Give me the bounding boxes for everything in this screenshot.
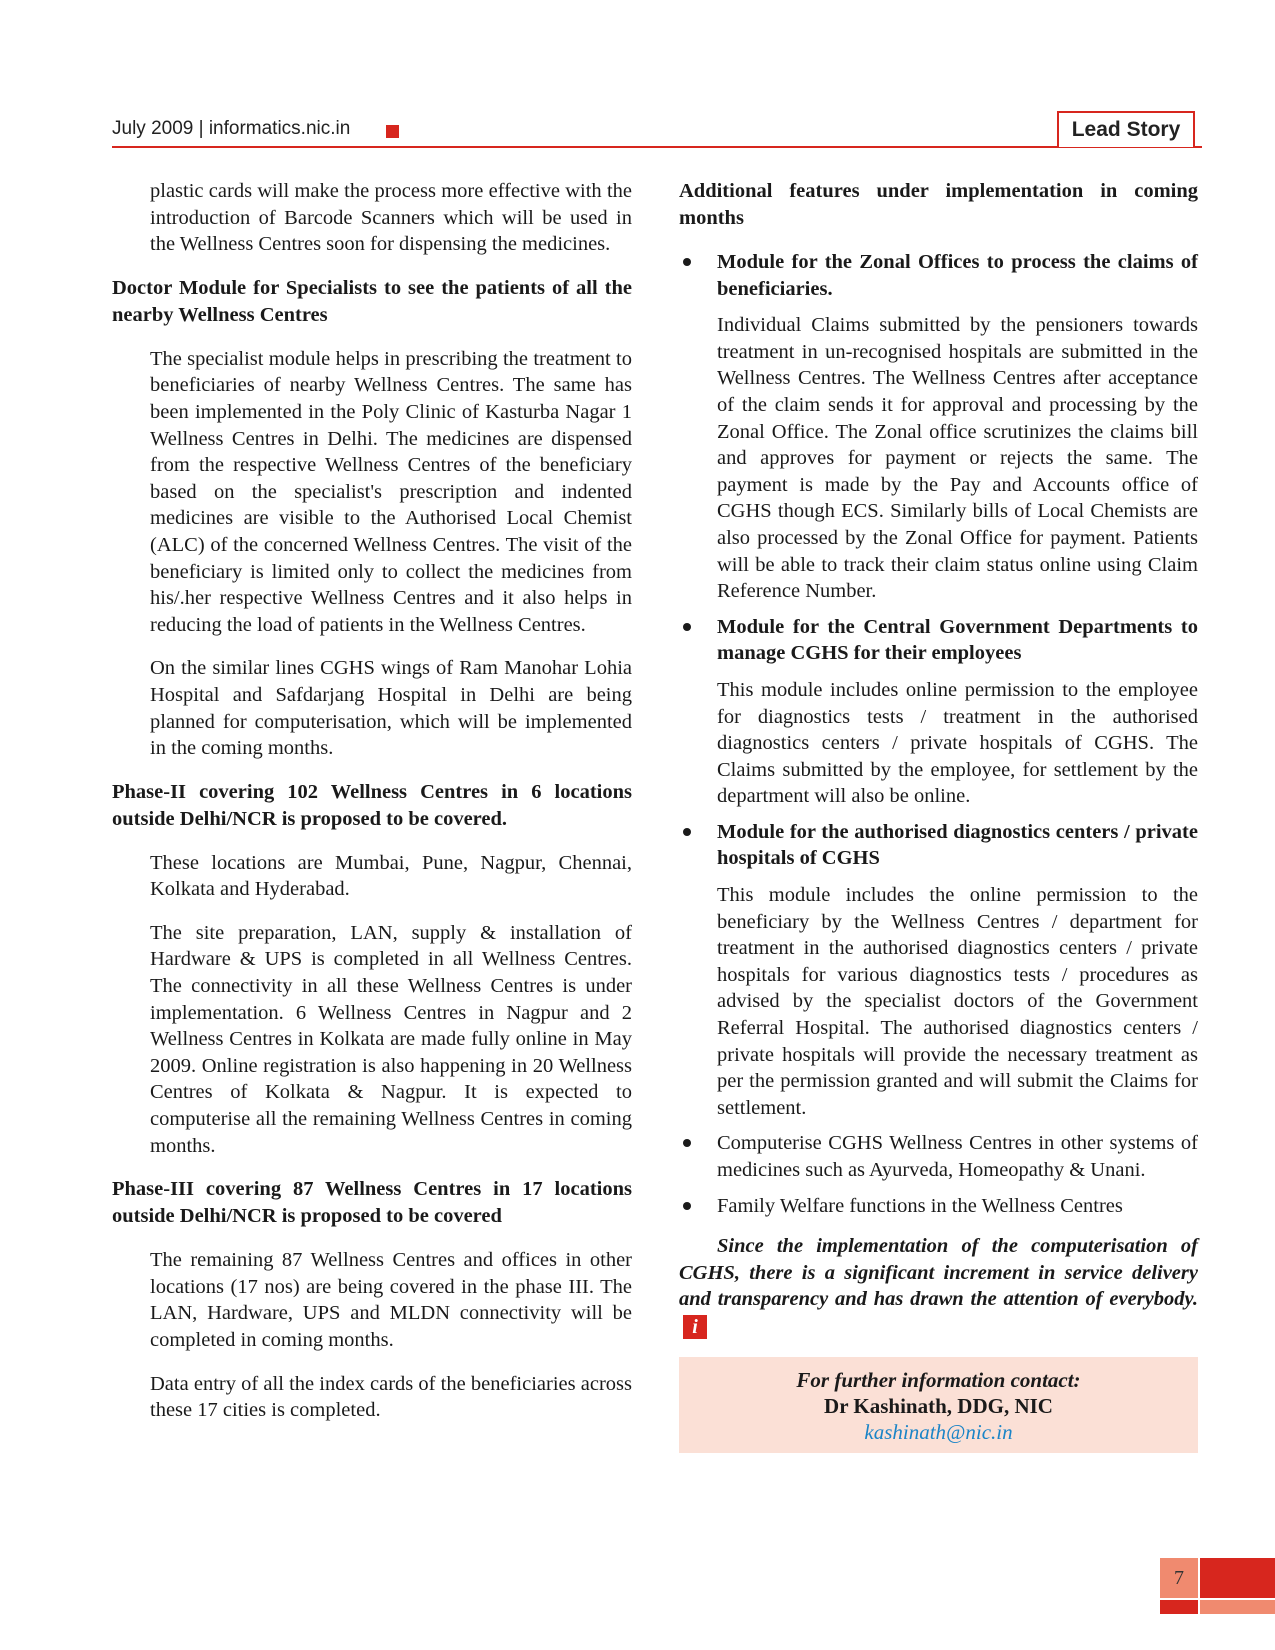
- header-red-square: [386, 125, 399, 138]
- contact-box: [679, 1357, 1198, 1453]
- bullet-icon: [683, 258, 691, 266]
- bullet-body: This module includes the online permission to the beneficiary by the Wellness Centres / department for treatment in the authorised diagnostics centers / private hospitals for various diagnostics tests / procedures as advised by the specialist doctors of the Government Referral Hospital. The authorised diagnostics centers / private hospitals will provide the necessary treatment as per the permission granted and will submit the Claims for settlement.: [717, 884, 1198, 1119]
- paragraph-site-preparation: The site preparation, LAN, supply & installation of Hardware & UPS is completed in all Wellness Centres. The connectivity in all these Wellness Centres is under implementation. 6 Wellness Centres in Nagpur and 2 Wellness Centres in Kolkata are made fully online in May 2009. Online registration is also happening in 20 Wellness Centres of Kolkata & Nagpur. It is expected to computerise all the remaining Wellness Centres in coming months.: [150, 921, 632, 1157]
- paragraph-data-entry: Data entry of all the index cards of the beneficiaries across these 17 cities is completed.: [150, 1372, 632, 1422]
- closing-text: Since the implementation of the computerisation of CGHS, there is a significant increment in service delivery and transparency and has drawn the attention of everybody.: [679, 1235, 1198, 1311]
- left-column: [112, 178, 632, 1441]
- bullet-icon: [683, 1139, 691, 1147]
- header-date-site: July 2009 | informatics.nic.in: [112, 118, 351, 139]
- contact-name: Dr Kashinath, DDG, NIC: [824, 1393, 1053, 1418]
- bullet-icon: [683, 1202, 691, 1210]
- footer-red-strip: [1160, 1600, 1198, 1614]
- list-item: [679, 1193, 1198, 1220]
- footer-red-block: [1200, 1558, 1275, 1598]
- bullet-icon: [683, 623, 691, 631]
- info-icon: i: [683, 1315, 707, 1339]
- section-label: Lead Story: [1057, 111, 1195, 147]
- heading-additional-features: Additional features under implementation in coming months: [679, 180, 1198, 229]
- paragraph-similar-lines: On the similar lines CGHS wings of Ram Manohar Lohia Hospital and Safdarjang Hospital in Delhi are being planned for computerisation, which will be implemented in the coming months.: [150, 657, 632, 760]
- contact-title: For further information contact:: [796, 1367, 1081, 1392]
- paragraph-remaining: The remaining 87 Wellness Centres and offices in other locations (17 nos) are being covered in the phase III. The LAN, Hardware, UPS and MLDN connectivity will be completed in coming months.: [150, 1249, 632, 1351]
- bullet-body: This module includes online permission to the employee for diagnostics tests / treatment in the authorised diagnostics centers / private hospitals of CGHS. The Claims submitted by the employee, for settlement by the department will also be online.: [717, 678, 1198, 808]
- right-column: [679, 178, 1198, 1453]
- page-number: 7: [1160, 1558, 1198, 1598]
- heading-doctor-module: Doctor Module for Specialists to see the patients of all the nearby Wellness Centres: [112, 276, 632, 326]
- bullet-title: Module for the authorised diagnostics centers / private hospitals of CGHS: [717, 820, 1198, 870]
- list-item: [679, 249, 1198, 605]
- bullet-icon: [683, 828, 691, 836]
- contact-email-link[interactable]: kashinath@nic.in: [864, 1419, 1013, 1444]
- bullet-title: Module for the Central Government Departments to manage CGHS for their employees: [717, 615, 1198, 665]
- list-item: [679, 819, 1198, 1122]
- list-item: [679, 614, 1198, 810]
- list-item: [679, 1130, 1198, 1183]
- header-rule: [112, 146, 1202, 148]
- closing-statement: [679, 1233, 1198, 1339]
- footer-salmon-strip: [1200, 1600, 1275, 1614]
- paragraph-locations: These locations are Mumbai, Pune, Nagpur, Chennai, Kolkata and Hyderabad.: [150, 851, 632, 901]
- bullet-title: Module for the Zonal Offices to process the claims of beneficiaries.: [717, 251, 1198, 300]
- heading-phase-2: Phase-II covering 102 Wellness Centres in 6 locations outside Delhi/NCR is proposed to be covered.: [112, 780, 632, 830]
- paragraph-intro: plastic cards will make the process more effective with the introduction of Barcode Scanners which will be used in the Wellness Centres soon for dispensing the medicines.: [150, 180, 632, 256]
- bullet-text: Computerise CGHS Wellness Centres in other systems of medicines such as Ayurveda, Homeopathy & Unani.: [717, 1132, 1198, 1181]
- bullet-text: Family Welfare functions in the Wellness Centres: [717, 1194, 1123, 1217]
- paragraph-specialist: The specialist module helps in prescribing the treatment to beneficiaries of nearby Wellness Centres. The same has been implemented in the Poly Clinic of Kasturba Nagar 1 Wellness Centres in Delhi. The medicines are dispensed from the respective Wellness Centres of the beneficiary based on the specialist's prescription and indented medicines are visible to the Authorised Local Chemist (ALC) of the concerned Wellness Centres. The visit of the beneficiary is limited only to collect the medicines from his/.her respective Wellness Centres and it also helps in reducing the load of patients in the Wellness Centres.: [150, 347, 632, 636]
- heading-phase-3: Phase-III covering 87 Wellness Centres in 17 locations outside Delhi/NCR is proposed to be covered: [112, 1178, 632, 1228]
- bullet-body: Individual Claims submitted by the pensioners towards treatment in un-recognised hospitals are submitted in the Wellness Centres. The Wellness Centres after acceptance of the claim sends it for approval and processing by the Zonal Office. The Zonal office scrutinizes the claims bill and approves for payment or rejects the same. The payment is made by the Pay and Accounts office of CGHS though ECS. Similarly bills of Local Chemists are also processed by the Zonal Office for payment. Patients will be able to track their claim status online using Claim Reference Number.: [717, 314, 1198, 603]
